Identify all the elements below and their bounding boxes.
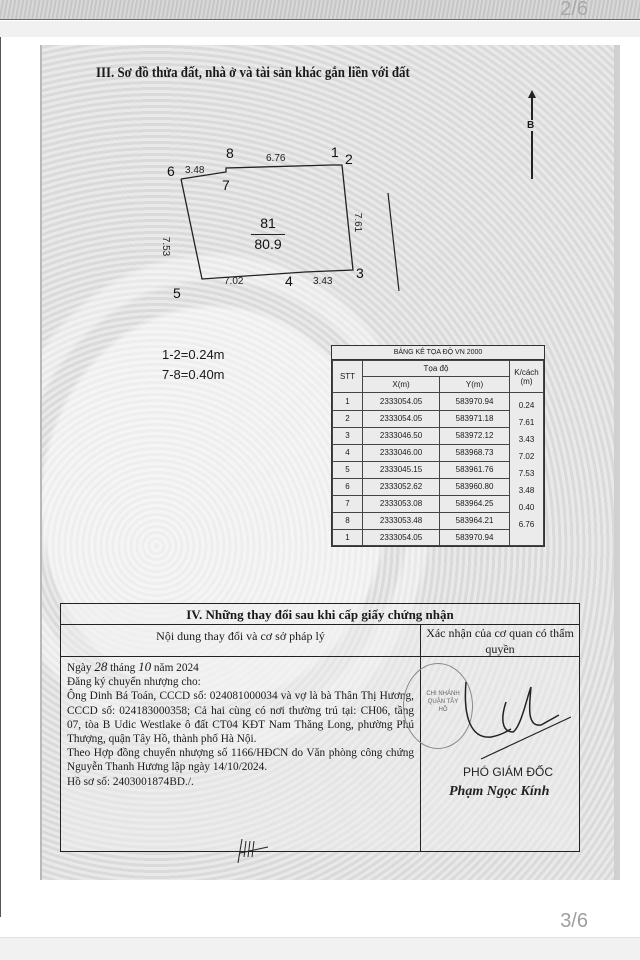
entry-day: 28: [94, 659, 108, 674]
row-x: 2333045.15: [363, 461, 440, 478]
page-edge: [614, 45, 620, 880]
offset-7-8: 7-8=0.40m: [162, 367, 225, 382]
row-x: 2333046.50: [363, 427, 440, 444]
header-y: Y(m): [440, 377, 510, 393]
point-label-6: 6: [167, 163, 175, 179]
initials-signature-icon: [230, 835, 270, 865]
point-label-1: 1: [331, 144, 339, 160]
coordinate-table: [331, 345, 545, 547]
page-gap: [0, 937, 640, 960]
row-stt: 8: [333, 512, 363, 529]
entry-owners: Ông Dinh Bá Toán, CCCD số: 024081000034 và vợ là bà Thân Thị Hương, CCCD số: 024183000358; Cả hai cùng có nơi thường trú tại: CH06, tầng 07, tòa B Udic Westlake ô đất CT04 KĐT Nam Thăng Long, phường Phú Thượng, quận Tây Hồ, thành phố Hà Nội.: [67, 690, 414, 746]
row-x: 2333052.62: [363, 478, 440, 495]
change-entry: [61, 657, 420, 851]
header-x: X(m): [363, 377, 440, 393]
row-distance: 0.40: [510, 495, 544, 512]
offset-1-2: 1-2=0.24m: [162, 347, 225, 362]
row-y: 583968.73: [440, 444, 510, 461]
previous-page-indicator: 2/6: [560, 0, 588, 20]
point-label-2: 2: [345, 151, 353, 167]
offset-notes: [162, 345, 225, 385]
parcel-area: 80.9: [254, 236, 282, 252]
edge-length-5-4: 7.02: [224, 276, 244, 287]
row-distance: 0.24: [510, 393, 544, 411]
point-label-3: 3: [356, 265, 364, 281]
area-fraction-line: [251, 234, 285, 235]
land-plot-diagram: [142, 135, 472, 335]
edge-length-6-5: 7.53: [160, 236, 172, 257]
north-label: B: [527, 120, 535, 131]
north-arrow-icon: [527, 90, 537, 175]
row-distance: 7.61: [510, 410, 544, 427]
page-indicator: 3/6: [560, 910, 588, 932]
table-row: [333, 512, 544, 529]
signer-name: Phạm Ngọc Kính: [449, 784, 550, 799]
row-stt: 2: [333, 410, 363, 427]
row-distance: [510, 529, 544, 545]
entry-contract: Theo Hợp đồng chuyển nhượng số 1166/HĐCN do Văn phòng công chứng Nguyễn Thanh Hương lập ngày 14/10/2024.: [67, 747, 414, 774]
signature-icon: [461, 677, 571, 767]
row-y: 583970.94: [440, 529, 510, 545]
row-distance: 7.53: [510, 461, 544, 478]
signer-position: PHÓ GIÁM ĐỐC: [463, 765, 554, 779]
row-stt: 5: [333, 461, 363, 478]
changes-section: [60, 603, 580, 852]
entry-registration: Đăng ký chuyển nhượng cho:: [67, 676, 201, 689]
header-distance: K/cách (m): [510, 361, 544, 393]
row-stt: 6: [333, 478, 363, 495]
header-stt: STT: [333, 361, 363, 393]
row-stt: 3: [333, 427, 363, 444]
official-stamp: CHI NHÁNH QUẬN TÂY HỒ: [403, 663, 473, 749]
table-row: [333, 410, 544, 427]
point-label-8: 8: [226, 145, 234, 161]
row-stt: 7: [333, 495, 363, 512]
row-distance: 3.43: [510, 427, 544, 444]
row-x: 2333054.05: [363, 393, 440, 411]
certificate-page: [40, 45, 614, 880]
table-row: [333, 495, 544, 512]
table-row: [333, 529, 544, 545]
row-x: 2333053.08: [363, 495, 440, 512]
row-x: 2333054.05: [363, 529, 440, 545]
parcel-number: 81: [260, 215, 276, 231]
point-label-4: 4: [285, 273, 293, 289]
row-y: 583960.80: [440, 478, 510, 495]
table-row: [333, 427, 544, 444]
entry-file-number: Hồ sơ số: 2403001874BD./.: [67, 775, 194, 788]
row-y: 583964.21: [440, 512, 510, 529]
row-y: 583970.94: [440, 393, 510, 411]
change-content-column: [61, 625, 421, 851]
row-x: 2333046.00: [363, 444, 440, 461]
authority-confirmation-header: Xác nhận của cơ quan có thẩm quyền: [421, 625, 579, 657]
entry-month: 10: [138, 659, 152, 674]
table-row: [333, 461, 544, 478]
header-coords: Tọa độ: [363, 361, 510, 377]
table-row: [333, 393, 544, 411]
row-distance: 3.48: [510, 478, 544, 495]
entry-date: Ngày 28 tháng 10 năm 2024: [67, 659, 199, 674]
row-distance: 7.02: [510, 444, 544, 461]
section-3-title: III. Sơ đồ thửa đất, nhà ở và tài sản khác gắn liền với đất: [96, 65, 410, 81]
row-y: 583964.25: [440, 495, 510, 512]
edge-length-4-3: 3.43: [313, 276, 333, 287]
edge-length-8-1: 6.76: [266, 153, 286, 164]
row-stt: 1: [333, 529, 363, 545]
coordinate-table-title: BẢNG KÊ TỌA ĐỘ VN 2000: [332, 346, 544, 360]
point-label-7: 7: [222, 177, 230, 193]
row-y: 583971.18: [440, 410, 510, 427]
point-label-5: 5: [173, 285, 181, 301]
section-4-title: IV. Những thay đổi sau khi cấp giấy chứng nhận: [61, 604, 579, 625]
row-x: 2333054.05: [363, 410, 440, 427]
row-x: 2333053.48: [363, 512, 440, 529]
row-stt: 1: [333, 393, 363, 411]
previous-page-strip: [0, 0, 640, 20]
row-y: 583961.76: [440, 461, 510, 478]
authority-confirmation-column: [421, 625, 579, 851]
table-row: [333, 478, 544, 495]
row-stt: 4: [333, 444, 363, 461]
table-row: [333, 444, 544, 461]
page-gap: [0, 21, 640, 37]
edge-length-6-7: 3.48: [185, 165, 205, 176]
row-y: 583972.12: [440, 427, 510, 444]
row-distance: 6.76: [510, 512, 544, 529]
change-content-header: Nội dung thay đổi và cơ sở pháp lý: [61, 625, 420, 657]
edge-length-2-3: 7.61: [352, 212, 364, 233]
